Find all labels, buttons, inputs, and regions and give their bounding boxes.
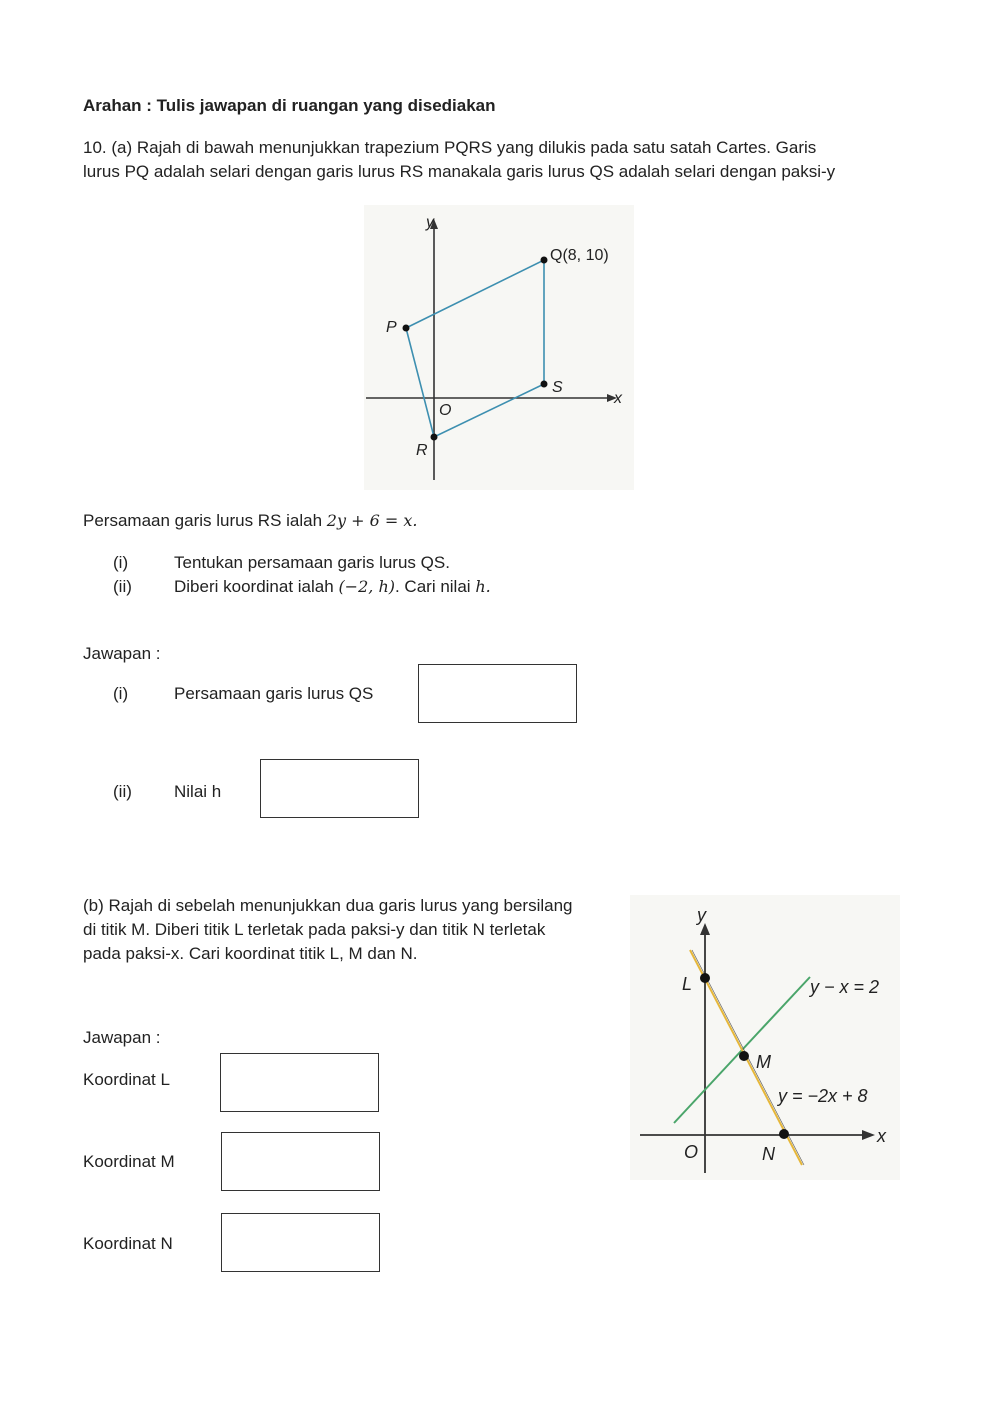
label-origin-b: O [684, 1142, 699, 1162]
trapezium-diagram [364, 205, 634, 490]
point-p [403, 325, 410, 332]
q10a-text-line2: lurus PQ adalah selari dengan garis lurus RS manakala garis lurus QS adalah selari dengan paksi-y [83, 162, 836, 181]
answer1-number: (i) [113, 684, 129, 703]
equation-line [83, 511, 417, 531]
point-n [779, 1129, 789, 1139]
label-m: M [756, 1052, 771, 1072]
point-s [541, 381, 548, 388]
answer-box-coordinate-n[interactable] [221, 1213, 380, 1272]
equation-text: Persamaan garis lurus RS ialah [83, 511, 323, 530]
label-origin: O [439, 402, 452, 419]
answer-box-qs-equation[interactable] [418, 664, 577, 723]
equation-label-2: y = −2x + 8 [778, 1086, 868, 1106]
item2-variable: h. [475, 577, 491, 596]
point-q [541, 257, 548, 264]
label-s: S [552, 379, 563, 396]
point-l [700, 973, 710, 983]
q10b-text-line2: di titik M. Diberi titik L terletak pada paksi-y dan titik N terletak [83, 920, 546, 939]
item1-number: (i) [113, 553, 129, 572]
answer1-label: Persamaan garis lurus QS [174, 684, 374, 703]
answer-box-coordinate-m[interactable] [221, 1132, 380, 1191]
label-l: L [682, 974, 693, 994]
coordinate-l-label: Koordinat L [83, 1070, 170, 1089]
answer-box-coordinate-l[interactable] [220, 1053, 379, 1112]
answer2-number: (ii) [113, 782, 132, 801]
answer-label-b: Jawapan : [83, 1028, 161, 1047]
point-r [431, 434, 438, 441]
label-x: x [614, 390, 622, 407]
point-m [739, 1051, 749, 1061]
item1-text: Tentukan persamaan garis lurus QS. [174, 553, 450, 572]
label-n: N [762, 1144, 775, 1164]
q10b-text-line1: (b) Rajah di sebelah menunjukkan dua garis lurus yang bersilang [83, 896, 573, 915]
q10b-text-line3: pada paksi-x. Cari koordinat titik L, M dan N. [83, 944, 418, 963]
answer2-label: Nilai h [174, 782, 222, 801]
item2-coordinate: (−2, h) [338, 577, 395, 596]
equation-label-1: y − x = 2 [810, 977, 880, 997]
coordinate-m-label: Koordinat M [83, 1152, 175, 1171]
intersecting-lines-diagram [630, 895, 900, 1180]
equation-rs: 2y + 6 = x. [326, 511, 418, 530]
item2-text-b: . Cari nilai [394, 577, 471, 596]
label-x-b: x [877, 1126, 886, 1146]
item2-text-a: Diberi koordinat ialah [174, 577, 334, 596]
item2-number: (ii) [113, 577, 132, 596]
q10a-text-line1: 10. (a) Rajah di bawah menunjukkan trapezium PQRS yang dilukis pada satu satah Cartes. Garis [83, 138, 817, 157]
diagram-b-background [630, 895, 900, 1180]
label-r: R [416, 442, 428, 459]
answer-label-a: Jawapan : [83, 644, 161, 663]
coordinate-n-label: Koordinat N [83, 1234, 173, 1253]
label-y: y [426, 214, 434, 231]
label-q: Q(8, 10) [550, 247, 609, 264]
item2-text [174, 577, 491, 597]
answer-box-h-value[interactable] [260, 759, 419, 818]
instruction-heading: Arahan : Tulis jawapan di ruangan yang disediakan [83, 96, 496, 115]
label-p: P [386, 319, 397, 336]
label-y-b: y [697, 905, 706, 925]
